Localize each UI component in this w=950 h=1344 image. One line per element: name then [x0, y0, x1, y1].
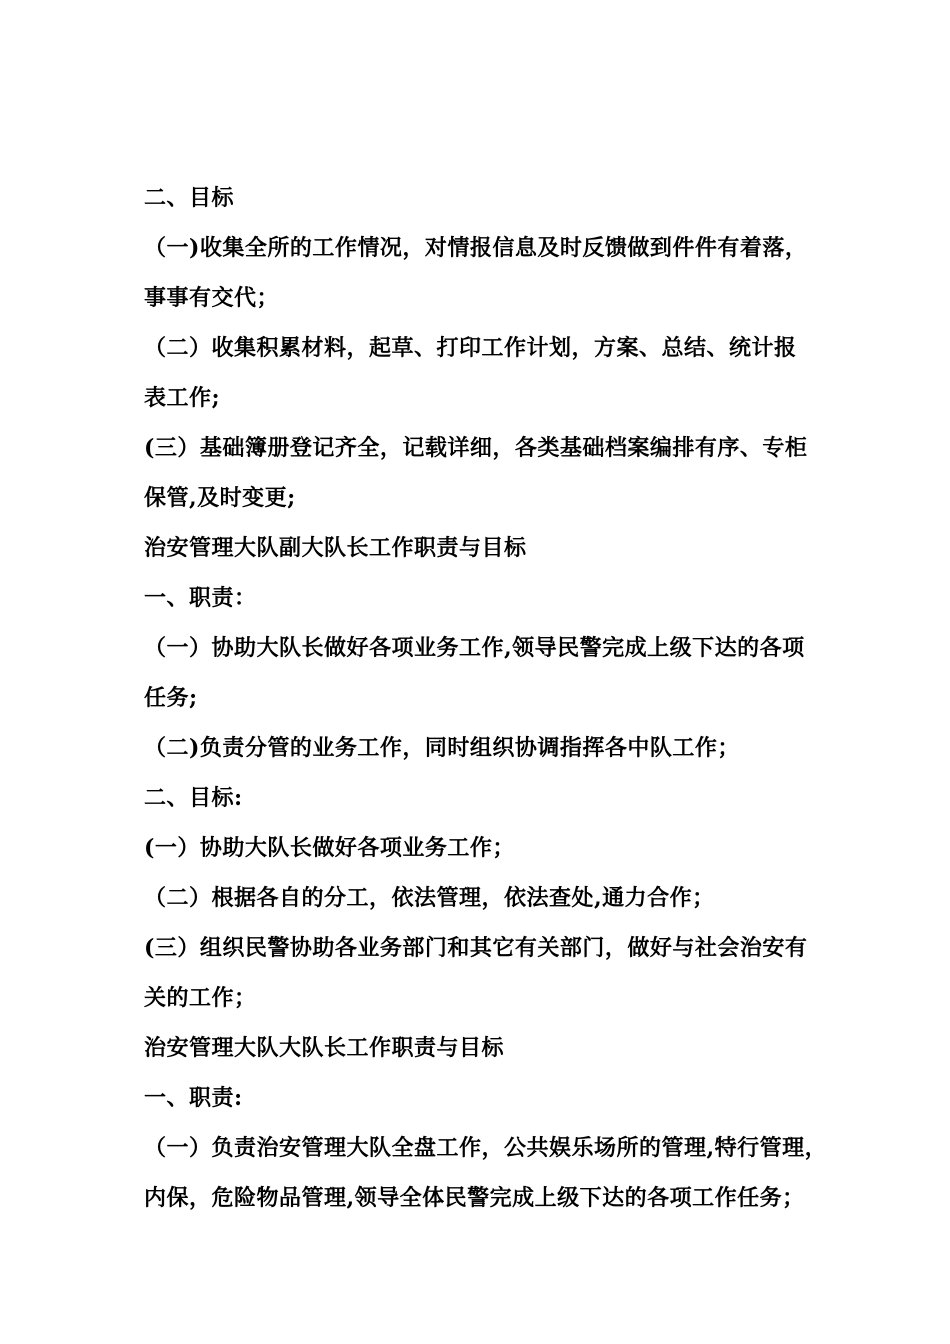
paragraph-line: （一）负责治安管理大队全盘工作，公共娱乐场所的管理,特行管理， [144, 1135, 828, 1161]
paragraph-line: 表工作; [144, 385, 221, 411]
paragraph-line: (三）基础簿册登记齐全，记载详细，各类基础档案编排有序、专柜 [144, 435, 808, 461]
section-title-deputy-captain: 治安管理大队副大队长工作职责与目标 [144, 535, 527, 561]
paragraph-line: (一）协助大队长做好各项业务工作； [144, 835, 515, 861]
paragraph-line: （二)负责分管的业务工作，同时组织协调指挥各中队工作； [144, 735, 740, 761]
section-heading-duties: 一、职责: [144, 1085, 243, 1111]
document-body [144, 173, 844, 1223]
paragraph-line: 保管,及时变更; [144, 485, 296, 511]
paragraph-line: 内保，危险物品管理,领导全体民警完成上级下达的各项工作任务； [144, 1185, 805, 1211]
paragraph-line: （一)收集全所的工作情况，对情报信息及时反馈做到件件有着落， [144, 235, 808, 261]
paragraph-line: （二）根据各自的分工，依法管理，依法查处,通力合作； [144, 885, 715, 911]
section-heading-duties: 一、职责： [144, 585, 257, 611]
paragraph-line: 关的工作； [144, 985, 257, 1011]
paragraph-line: 任务; [144, 685, 198, 711]
paragraph-line: (三）组织民警协助各业务部门和其它有关部门，做好与社会治安有 [144, 935, 808, 961]
section-heading-goals: 二、目标: [144, 785, 243, 811]
paragraph-line: （一）协助大队长做好各项业务工作,领导民警完成上级下达的各项 [144, 635, 805, 661]
section-heading-goals: 二、目标 [144, 185, 235, 211]
section-title-captain: 治安管理大队大队长工作职责与目标 [144, 1035, 505, 1061]
paragraph-line: （二）收集积累材料，起草、打印工作计划，方案、总结、统计报 [144, 335, 797, 361]
paragraph-line: 事事有交代； [144, 285, 280, 311]
